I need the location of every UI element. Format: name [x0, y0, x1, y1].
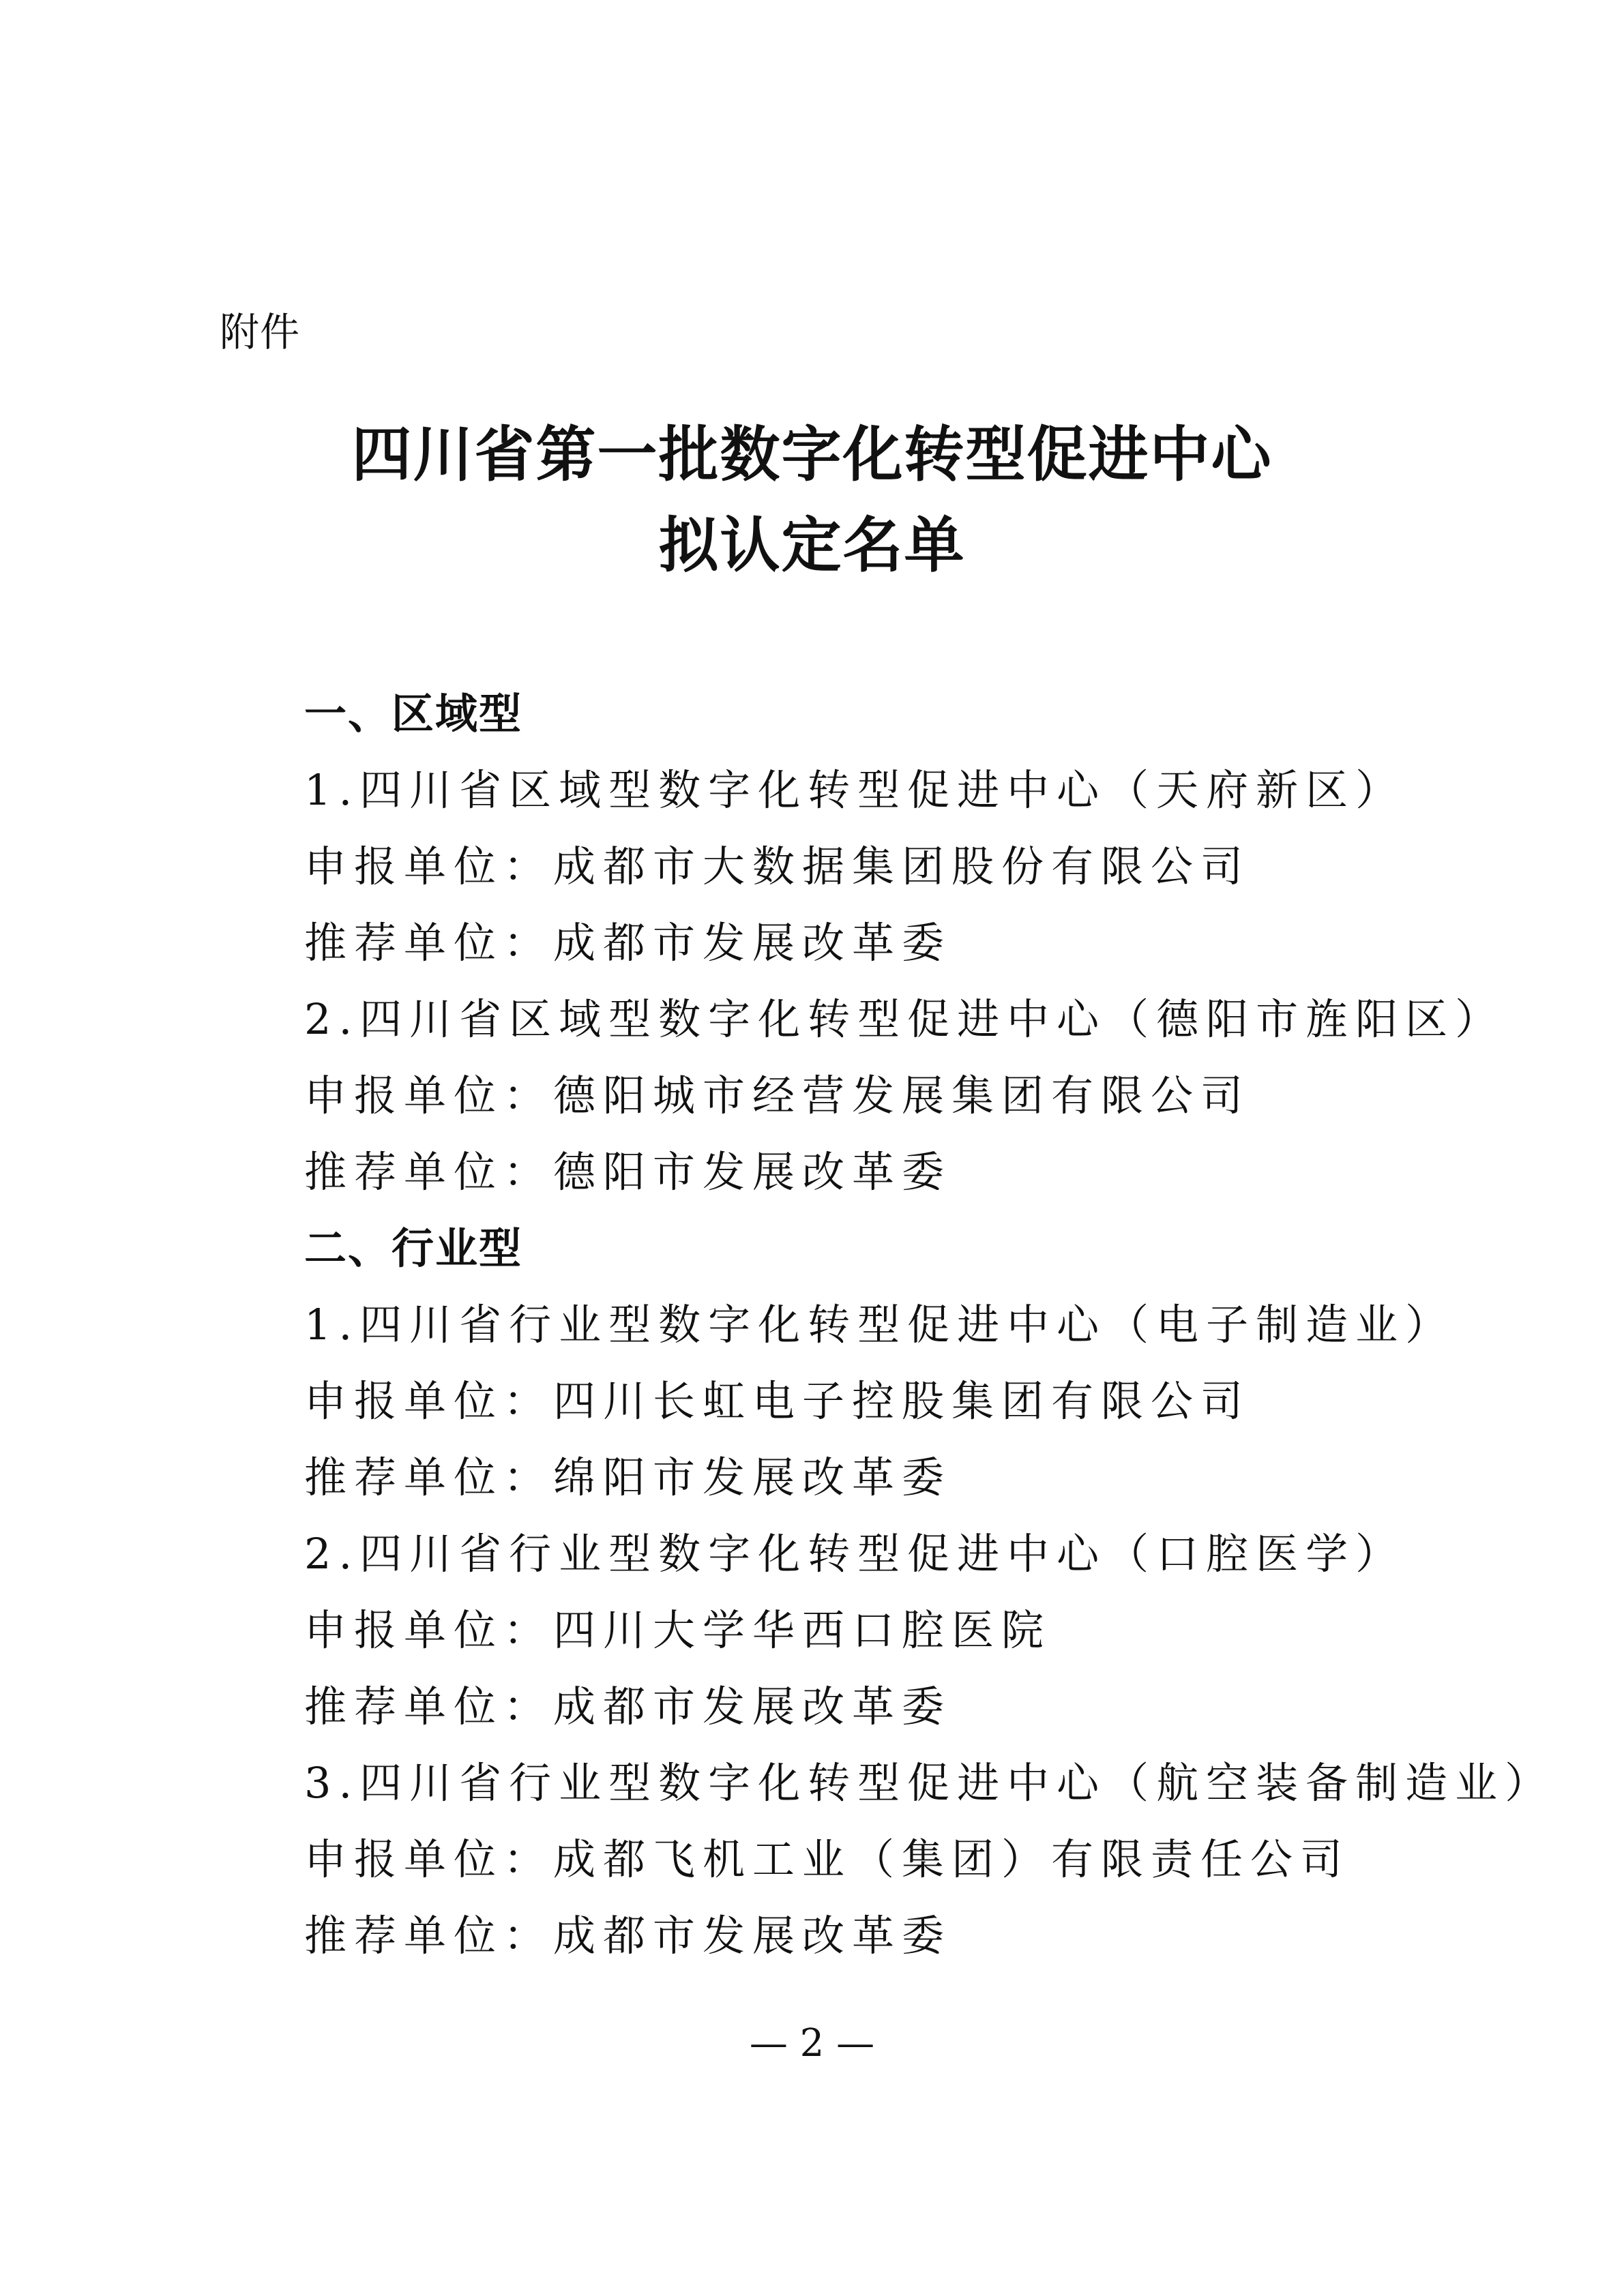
page-title-line-2: 拟认定名单 — [658, 509, 966, 580]
entry-recommender: 推荐单位：成都市发展改革委 — [304, 1911, 952, 1960]
entry-recommender: 推荐单位：成都市发展改革委 — [304, 1682, 952, 1731]
entry-applicant: 申报单位：成都市大数据集团股份有限公司 — [304, 841, 1251, 891]
attachment-label: 附件 — [220, 309, 301, 355]
section-heading-industry: 二、行业型 — [304, 1223, 523, 1273]
entry-applicant: 申报单位：成都飞机工业（集团）有限责任公司 — [304, 1834, 1350, 1884]
entry-recommender: 推荐单位：成都市发展改革委 — [304, 918, 952, 968]
entry-name: 1.四川省区域型数字化转型促进中心（天府新区） — [304, 765, 1406, 815]
entry-name: 2.四川省行业型数字化转型促进中心（口腔医学） — [304, 1529, 1406, 1579]
entry-applicant: 申报单位：四川长虹电子控股集团有限公司 — [304, 1376, 1251, 1426]
entry-recommender: 推荐单位：德阳市发展改革委 — [304, 1147, 952, 1197]
entry-applicant: 申报单位：德阳城市经营发展集团有限公司 — [304, 1071, 1251, 1120]
document-body — [304, 676, 1555, 1974]
entry-name: 1.四川省行业型数字化转型促进中心（电子制造业） — [304, 1300, 1456, 1350]
entry-name: 2.四川省区域型数字化转型促进中心（德阳市旌阳区） — [304, 994, 1505, 1044]
entry-applicant: 申报单位：四川大学华西口腔医院 — [304, 1605, 1052, 1655]
entry-name: 3.四川省行业型数字化转型促进中心（航空装备制造业） — [304, 1758, 1555, 1808]
section-heading-regional: 一、区域型 — [304, 689, 523, 739]
entry-recommender: 推荐单位：绵阳市发展改革委 — [304, 1452, 952, 1502]
page-number: — 2 — — [749, 2021, 875, 2066]
page-title-line-1: 四川省第一批数字化转型促进中心 — [351, 419, 1273, 490]
